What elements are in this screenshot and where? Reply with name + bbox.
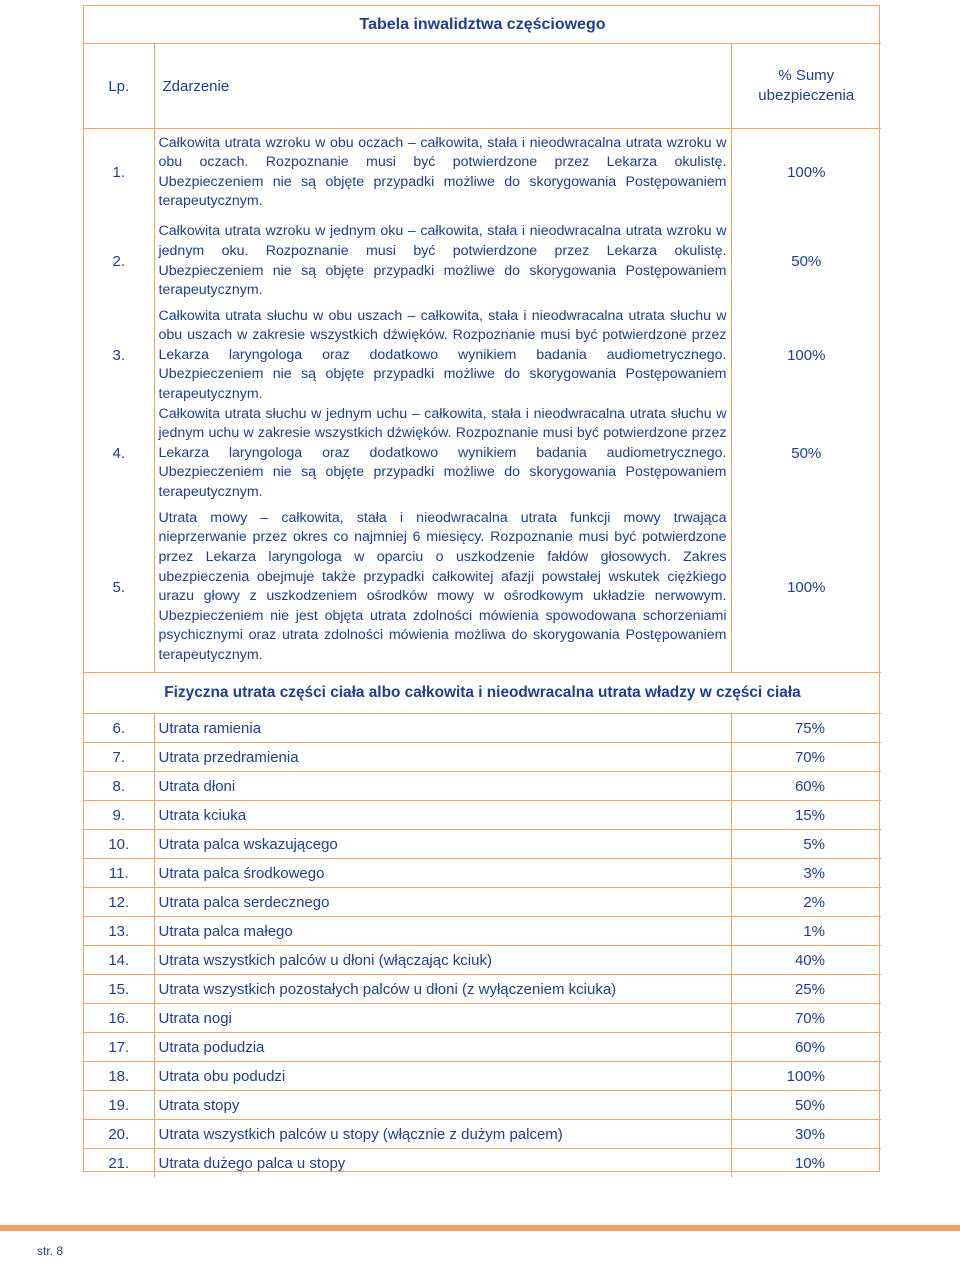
- row-percent: 75%: [731, 714, 881, 743]
- main-row: [84, 307, 881, 405]
- table-row: [84, 1149, 881, 1178]
- row-number: 19.: [84, 1091, 154, 1120]
- row-percent: 3%: [731, 859, 881, 888]
- table-row: [84, 743, 881, 772]
- table-row: [84, 1062, 881, 1091]
- main-row: [84, 503, 881, 673]
- table-row: [84, 1120, 881, 1149]
- row-number: 13.: [84, 917, 154, 946]
- row-description: Utrata palca środkowego: [154, 859, 731, 888]
- row-percent: 40%: [731, 946, 881, 975]
- table-title: Tabela inwalidztwa częściowego: [84, 6, 881, 44]
- row-percent: 50%: [731, 1091, 881, 1120]
- row-description: Utrata przedramienia: [154, 743, 731, 772]
- row-description: Utrata ramienia: [154, 714, 731, 743]
- row-percent: 50%: [731, 217, 881, 307]
- row-description: Utrata wszystkich palców u dłoni (włączając kciuk): [154, 946, 731, 975]
- row-percent: 60%: [731, 1033, 881, 1062]
- table-row: [84, 888, 881, 917]
- row-number: 15.: [84, 975, 154, 1004]
- page-number: str. 8: [37, 1244, 64, 1258]
- row-percent: 25%: [731, 975, 881, 1004]
- row-number: 12.: [84, 888, 154, 917]
- row-description: Utrata dłoni: [154, 772, 731, 801]
- header-percent-line1: % Sumy: [778, 67, 835, 84]
- row-number: 2.: [84, 217, 154, 307]
- table-row: [84, 1004, 881, 1033]
- row-number: 20.: [84, 1120, 154, 1149]
- table-row: [84, 946, 881, 975]
- row-number: 11.: [84, 859, 154, 888]
- row-description: Utrata podudzia: [154, 1033, 731, 1062]
- disability-table-frame: [83, 5, 880, 1172]
- table-row: [84, 830, 881, 859]
- row-description: Utrata kciuka: [154, 801, 731, 830]
- table-row: [84, 975, 881, 1004]
- row-percent: 70%: [731, 743, 881, 772]
- row-description: Utrata nogi: [154, 1004, 731, 1033]
- row-number: 14.: [84, 946, 154, 975]
- disability-table: [84, 6, 881, 1177]
- row-number: 1.: [84, 129, 154, 217]
- row-percent: 5%: [731, 830, 881, 859]
- table-row: [84, 1091, 881, 1120]
- row-description: Całkowita utrata słuchu w obu uszach – całkowita, stała i nieodwracalna utrata słuchu w obu uszach w zakresie wszystkich dźwięków. Rozpoznanie musi być potwierdzone przez Lekarza laryngologa oraz dodatkowo wynikiem badania audiometrycznego. Ubezpieczeniem nie są objęte przypadki możliwe do skorygowania Postępowaniem terapeutycznym.: [154, 307, 731, 405]
- row-description: Utrata wszystkich palców u stopy (włącznie z dużym palcem): [154, 1120, 731, 1149]
- row-description: Utrata palca wskazującego: [154, 830, 731, 859]
- row-number: 4.: [84, 405, 154, 503]
- row-description: Całkowita utrata słuchu w jednym uchu – całkowita, stała i nieodwracalna utrata słuchu w jednym uchu w zakresie wszystkich dźwięków. Rozpoznanie musi być potwierdzone przez Lekarza laryngologa oraz dodatkowo wynikiem badania audiometrycznego. Ubezpieczeniem nie są objęte przypadki możliwe do skorygowania Postępowaniem terapeutycznym.: [154, 405, 731, 503]
- row-percent: 15%: [731, 801, 881, 830]
- main-row: [84, 217, 881, 307]
- row-percent: 100%: [731, 129, 881, 217]
- table-row: [84, 772, 881, 801]
- row-description: Utrata mowy – całkowita, stała i nieodwracalna utrata funkcji mowy trwająca nieprzerwanie przez okres co najmniej 6 miesięcy. Rozpoznanie musi być potwierdzone przez Lekarza laryngologa w oparciu o uszkodzenie fałdów głosowych. Zakres ubezpieczenia obejmuje także przypadki całkowitej afazji powstałej wskutek ciężkiego urazu głowy z uszkodzeniem ośrodków mowy w ośrodkowym układzie nerwowym. Ubezpieczeniem nie jest objęta utrata zdolności mówienia spowodowana schorzeniami psychicznymi oraz utrata zdolności mówienia możliwa do skorygowania Postępowaniem terapeutycznym.: [154, 503, 731, 673]
- row-percent: 10%: [731, 1149, 881, 1178]
- row-percent: 50%: [731, 405, 881, 503]
- row-percent: 100%: [731, 307, 881, 405]
- row-number: 8.: [84, 772, 154, 801]
- row-number: 16.: [84, 1004, 154, 1033]
- row-number: 9.: [84, 801, 154, 830]
- row-percent: 2%: [731, 888, 881, 917]
- row-description: Całkowita utrata wzroku w obu oczach – całkowita, stała i nieodwracalna utrata wzroku w obu oczach. Rozpoznanie musi być potwierdzone przez Lekarza okulistę. Ubezpieczeniem nie są objęte przypadki możliwe do skorygowania Postępowaniem terapeutycznym.: [154, 129, 731, 217]
- row-description: Utrata wszystkich pozostałych palców u dłoni (z wyłączeniem kciuka): [154, 975, 731, 1004]
- row-percent: 1%: [731, 917, 881, 946]
- footer-bar: [0, 1225, 960, 1231]
- row-number: 10.: [84, 830, 154, 859]
- header-percent: [731, 44, 881, 129]
- header-percent-line2: ubezpieczenia: [758, 87, 855, 104]
- row-number: 5.: [84, 503, 154, 673]
- row-description: Utrata palca serdecznego: [154, 888, 731, 917]
- row-number: 3.: [84, 307, 154, 405]
- header-row: [84, 44, 881, 129]
- table-row: [84, 714, 881, 743]
- table-row: [84, 1033, 881, 1062]
- table-row: [84, 859, 881, 888]
- row-description: Utrata stopy: [154, 1091, 731, 1120]
- row-number: 18.: [84, 1062, 154, 1091]
- row-number: 7.: [84, 743, 154, 772]
- row-number: 6.: [84, 714, 154, 743]
- table-row: [84, 801, 881, 830]
- row-number: 21.: [84, 1149, 154, 1178]
- row-percent: 60%: [731, 772, 881, 801]
- row-description: Utrata palca małego: [154, 917, 731, 946]
- row-percent: 70%: [731, 1004, 881, 1033]
- main-row: [84, 129, 881, 217]
- main-row: [84, 405, 881, 503]
- header-lp: Lp.: [84, 44, 154, 129]
- row-description: Całkowita utrata wzroku w jednym oku – całkowita, stała i nieodwracalna utrata wzroku w jednym oku. Rozpoznanie musi być potwierdzone przez Lekarza okulistę. Ubezpieczeniem nie są objęte przypadki możliwe do skorygowania Postępowaniem terapeutycznym.: [154, 217, 731, 307]
- row-number: 17.: [84, 1033, 154, 1062]
- row-description: Utrata obu podudzi: [154, 1062, 731, 1091]
- table-row: [84, 917, 881, 946]
- section-title: Fizyczna utrata części ciała albo całkowita i nieodwracalna utrata władzy w części ciała: [84, 673, 881, 714]
- row-percent: 30%: [731, 1120, 881, 1149]
- row-percent: 100%: [731, 503, 881, 673]
- header-event: Zdarzenie: [154, 44, 731, 129]
- row-percent: 100%: [731, 1062, 881, 1091]
- row-description: Utrata dużego palca u stopy: [154, 1149, 731, 1178]
